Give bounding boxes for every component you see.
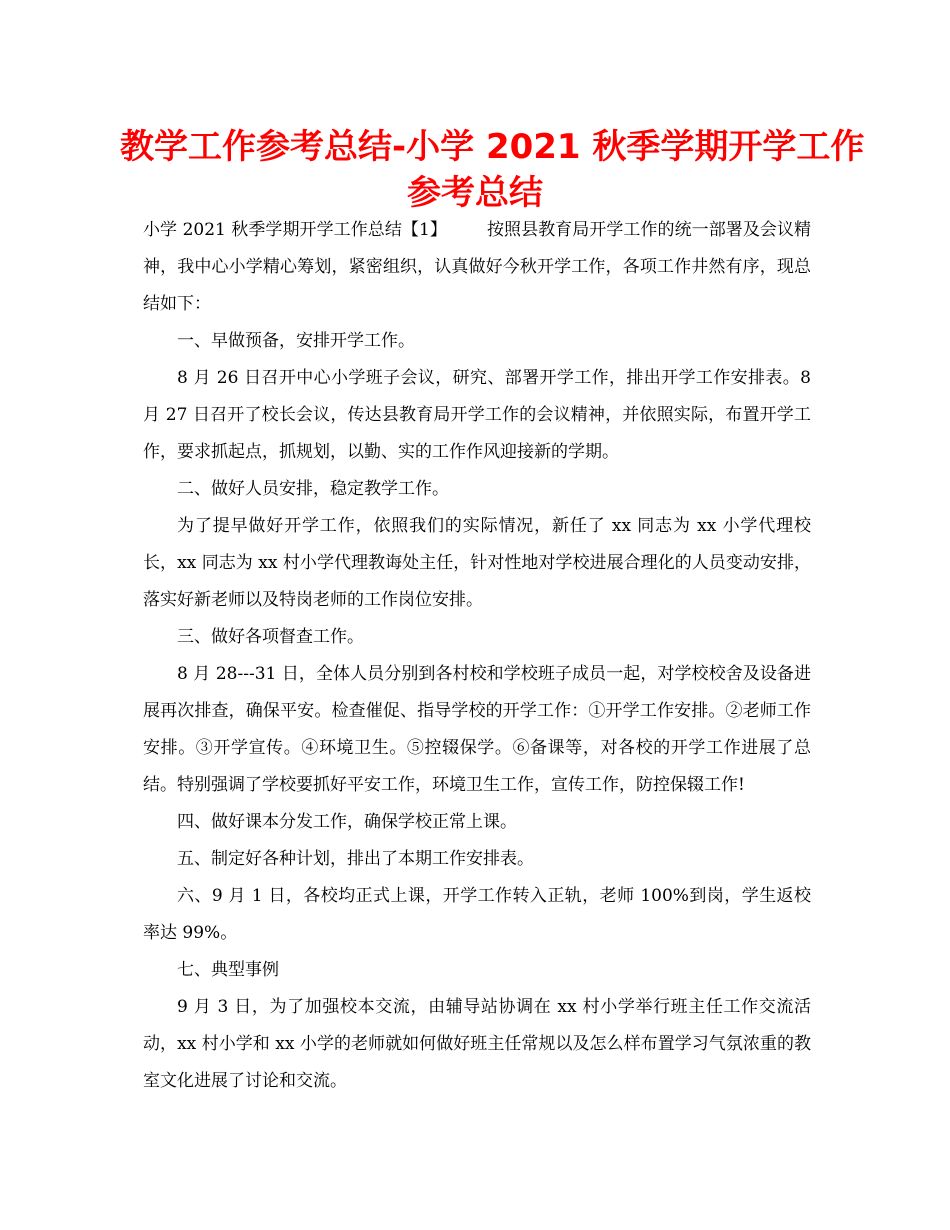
section-heading: 七、典型事例 (177, 960, 279, 980)
section-heading: 五、制定好各种计划，排出了本期工作安排表。 (177, 849, 534, 869)
intro-paragraph (143, 212, 811, 323)
body-paragraph: 为了提早做好开学工作，依照我们的实际情况，新任了 xx 同志为 xx 小学代理校长，xx 同志为 xx 村小学代理教诲处主任，针对性地对学校进展合理化的人员变动安排，落实好新老师以及特岗老师的工作岗位安排。 (143, 516, 811, 610)
section-heading: 二、做好人员安排，稳定教学工作。 (177, 479, 449, 499)
document-title-line-2: 参考总结 (407, 173, 543, 213)
section-heading-1: 小学 2021 秋季学期开学工作总结【1】 (143, 220, 447, 240)
body-paragraph: 8 月 28---31 日，全体人员分别到各村校和学校班子成员一起，对学校校舍及设备进展再次排查，确保平安。检查催促、指导学校的开学工作：①开学工作安排。②老师工作安排。③开学宣传。④环境卫生。⑤控辍保学。⑥备课等，对各校的开学工作进展了总结。特别强调了学校要抓好平安工作，环境卫生工作，宣传工作，防控保辍工作! (143, 664, 811, 795)
body-paragraph: 9 月 3 日，为了加强校本交流，由辅导站协调在 xx 村小学举行班主任工作交流活动，xx 村小学和 xx 小学的老师就如何做好班主任常规以及怎么样布置学习气氛浓重的教室文化进展了讨论和交流。 (143, 997, 811, 1091)
section-heading: 三、做好各项督查工作。 (177, 627, 364, 647)
document-body (143, 212, 811, 1100)
document-title-line-1: 教学工作参考总结-小学 2021 秋季学期开学工作 (120, 127, 865, 167)
body-paragraph: 六、9 月 1 日，各校均正式上课，开学工作转入正轨，老师 100%到岗，学生返校率达 99%。 (143, 886, 811, 943)
section-heading: 一、早做预备，安排开学工作。 (177, 331, 415, 351)
section-heading: 四、做好课本分发工作，确保学校正常上课。 (177, 812, 517, 832)
intro-text: 按照县教育局开学工作的统一部署及会议精神，我中心小学精心筹划，紧密组织，认真做好今秋开学工作，各项工作井然有序，现总结如下： (143, 220, 812, 314)
body-paragraph: 8 月 26 日召开中心小学班子会议，研究、部署开学工作，排出开学工作安排表。8 月 27 日召开了校长会议，传达县教育局开学工作的会议精神，并依照实际，布置开学工作，要求抓起点，抓规划，以勤、实的工作作风迎接新的学期。 (143, 368, 811, 462)
